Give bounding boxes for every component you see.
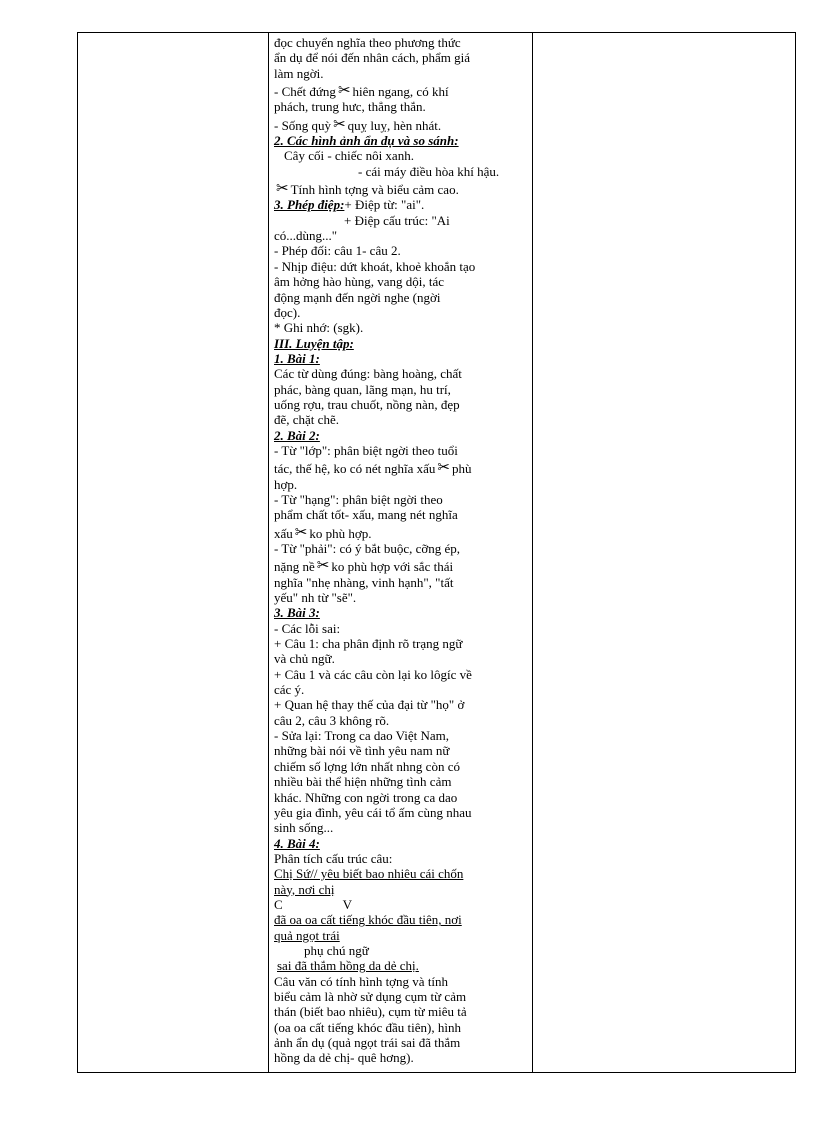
text-line: làm ngời.	[274, 65, 324, 81]
text-line: phác, bàng quan, lãng mạn, hu trí,	[274, 381, 451, 397]
text-line: động mạnh đến ngời nghe (ngời	[274, 289, 441, 305]
text-segment: nặng nề	[274, 559, 315, 575]
text-segment: ko phù hợp với sắc thái	[331, 559, 454, 575]
text-line	[274, 197, 526, 212]
text-segment: tác, thế hệ, ko có nét nghĩa xấu	[274, 461, 436, 477]
text-line: - Phép đối: câu 1- câu 2.	[274, 243, 401, 259]
text-line: - cái máy điều hòa khí hậu.	[358, 163, 500, 179]
text-line: nhiều bài thể hiện những tình cảm	[274, 774, 452, 790]
scissors-icon: ✂	[337, 83, 351, 100]
text-line: + Điệp cấu trúc: "Ai	[344, 212, 450, 228]
column-divider-right	[532, 33, 533, 1072]
text-line: - Từ "lớp": phân biệt ngời theo tuổi	[274, 442, 458, 458]
text-line: nghĩa "nhẹ nhàng, vinh hạnh", "tất	[274, 574, 454, 590]
text-segment: quỵ luỵ, hèn nhát.	[347, 117, 442, 133]
text-line: Chị Sứ// yêu biết bao nhiêu cái chốn	[274, 866, 464, 882]
text-line	[274, 84, 526, 99]
text-line: Câu văn có tính hình tợng và tính	[274, 973, 449, 989]
section-heading: 1. Bài 1:	[274, 350, 320, 366]
text-segment: + Điệp từ: "ai".	[344, 197, 425, 213]
section-heading: 3. Bài 3:	[274, 605, 320, 621]
text-segment: hiên ngang, có khí	[352, 84, 449, 100]
text-line: * Ghi nhớ: (sgk).	[274, 320, 364, 336]
text-line: + Quan hệ thay thế của đại từ "họ" ở	[274, 697, 465, 713]
text-line: quả ngọt trái	[274, 927, 340, 943]
text-line: - Nhịp điệu: dứt khoát, khoẻ khoắn tạo	[274, 258, 476, 274]
text-line: đã oa oa cất tiếng khóc đầu tiên, nơi	[274, 912, 462, 928]
text-segment: ko phù hợp.	[309, 525, 372, 541]
text-line	[274, 526, 526, 541]
section-heading: III. Luyện tập:	[274, 335, 354, 351]
text-line: - Sửa lại: Trong ca dao Việt Nam,	[274, 728, 450, 744]
text-segment: - Chết đứng	[274, 84, 336, 100]
text-line	[274, 118, 526, 133]
column-divider-left	[268, 33, 269, 1072]
text-line: Cây cối - chiếc nôi xanh.	[284, 148, 414, 164]
text-line: đọc).	[274, 304, 301, 320]
text-line: và chủ ngữ.	[274, 651, 335, 667]
text-line: câu 2, câu 3 không rõ.	[274, 712, 390, 728]
text-line: phụ chú ngữ	[304, 942, 369, 958]
section-heading: 2. Bài 2:	[274, 427, 320, 443]
text-line: ẩn dụ để nói đến nhân cách, phẩm giá	[274, 50, 471, 66]
text-line: biểu cảm là nhờ sử dụng cụm từ cảm	[274, 988, 467, 1004]
section-heading: 2. Các hình ảnh ẩn dụ và so sánh:	[274, 133, 459, 149]
text-line: đẽ, chặt chẽ.	[274, 412, 339, 428]
text-segment: xấu	[274, 525, 293, 541]
text-line: hợp.	[274, 476, 298, 492]
section-heading: 3. Phép điệp:	[274, 197, 345, 213]
text-line	[274, 182, 526, 197]
scissors-icon: ✂	[333, 116, 346, 133]
text-segment: - Sống quỳ	[274, 117, 332, 133]
text-line: Các từ dùng đúng: bàng hoàng, chất	[274, 366, 462, 382]
scissors-icon: ✂	[276, 181, 289, 198]
text-line: sai đã thắm hồng da dẻ chị.	[277, 958, 419, 974]
text-line: phách, trung hưc, thẳng thắn.	[274, 99, 426, 115]
text-line: yêu gia đình, yêu cái tổ ấm cùng nhau	[274, 804, 472, 820]
text-line: - Từ "hạng": phân biệt ngời theo	[274, 491, 443, 507]
text-line: + Câu 1: cha phân định rõ trạng ngữ	[274, 636, 463, 652]
text-line: phẩm chất tốt- xấu, mang nét nghĩa	[274, 507, 458, 523]
text-line: âm hởng hào hùng, vang dội, tác	[274, 274, 445, 290]
content-column	[274, 35, 526, 1066]
section-heading: 4. Bài 4:	[274, 835, 320, 851]
subject-label: C	[274, 896, 283, 912]
text-line: - Từ "phải": có ý bắt buộc, cỡng ép,	[274, 541, 461, 556]
text-line: uống rợu, trau chuốt, nồng nàn, đẹp	[274, 396, 460, 412]
text-segment: Tính hình tợng và biểu cảm cao.	[290, 182, 459, 198]
text-line: các ý.	[274, 682, 305, 698]
text-line	[274, 897, 526, 912]
text-line: yếu" nh từ "sẽ".	[274, 590, 357, 606]
text-line: (oa oa cất tiếng khóc đầu tiên), hình	[274, 1019, 461, 1035]
scissors-icon: ✂	[437, 460, 450, 477]
text-line: đọc chuyển nghĩa theo phương thức	[274, 35, 461, 50]
text-line: thán (biết bao nhiêu), cụm từ miêu tả	[274, 1004, 467, 1020]
scissors-icon: ✂	[294, 524, 308, 541]
text-line: - Các lỗi sai:	[274, 620, 341, 636]
text-line: + Câu 1 và các câu còn lại ko lôgíc về	[274, 666, 472, 682]
text-line: hồng da dẻ chị- quê hơng).	[274, 1050, 414, 1066]
text-line: có...dùng..."	[274, 228, 338, 244]
text-segment: phù	[451, 461, 472, 477]
text-line: khác. Những con ngời trong ca dao	[274, 789, 458, 805]
text-line: chiếm số lợng lớn nhất nhng còn có	[274, 758, 460, 774]
text-line: sinh sống...	[274, 820, 334, 836]
predicate-label: V	[342, 896, 353, 912]
text-line	[274, 461, 526, 476]
text-line: ảnh ẩn dụ (quả ngọt trái sai đã thắm	[274, 1035, 461, 1050]
scissors-icon: ✂	[316, 558, 330, 575]
text-line: này, nơi chị	[274, 881, 335, 897]
text-line: Phân tích cấu trúc câu:	[274, 850, 393, 866]
text-line	[274, 559, 526, 574]
text-line: những bài nói về tình yêu nam nữ	[274, 743, 450, 759]
